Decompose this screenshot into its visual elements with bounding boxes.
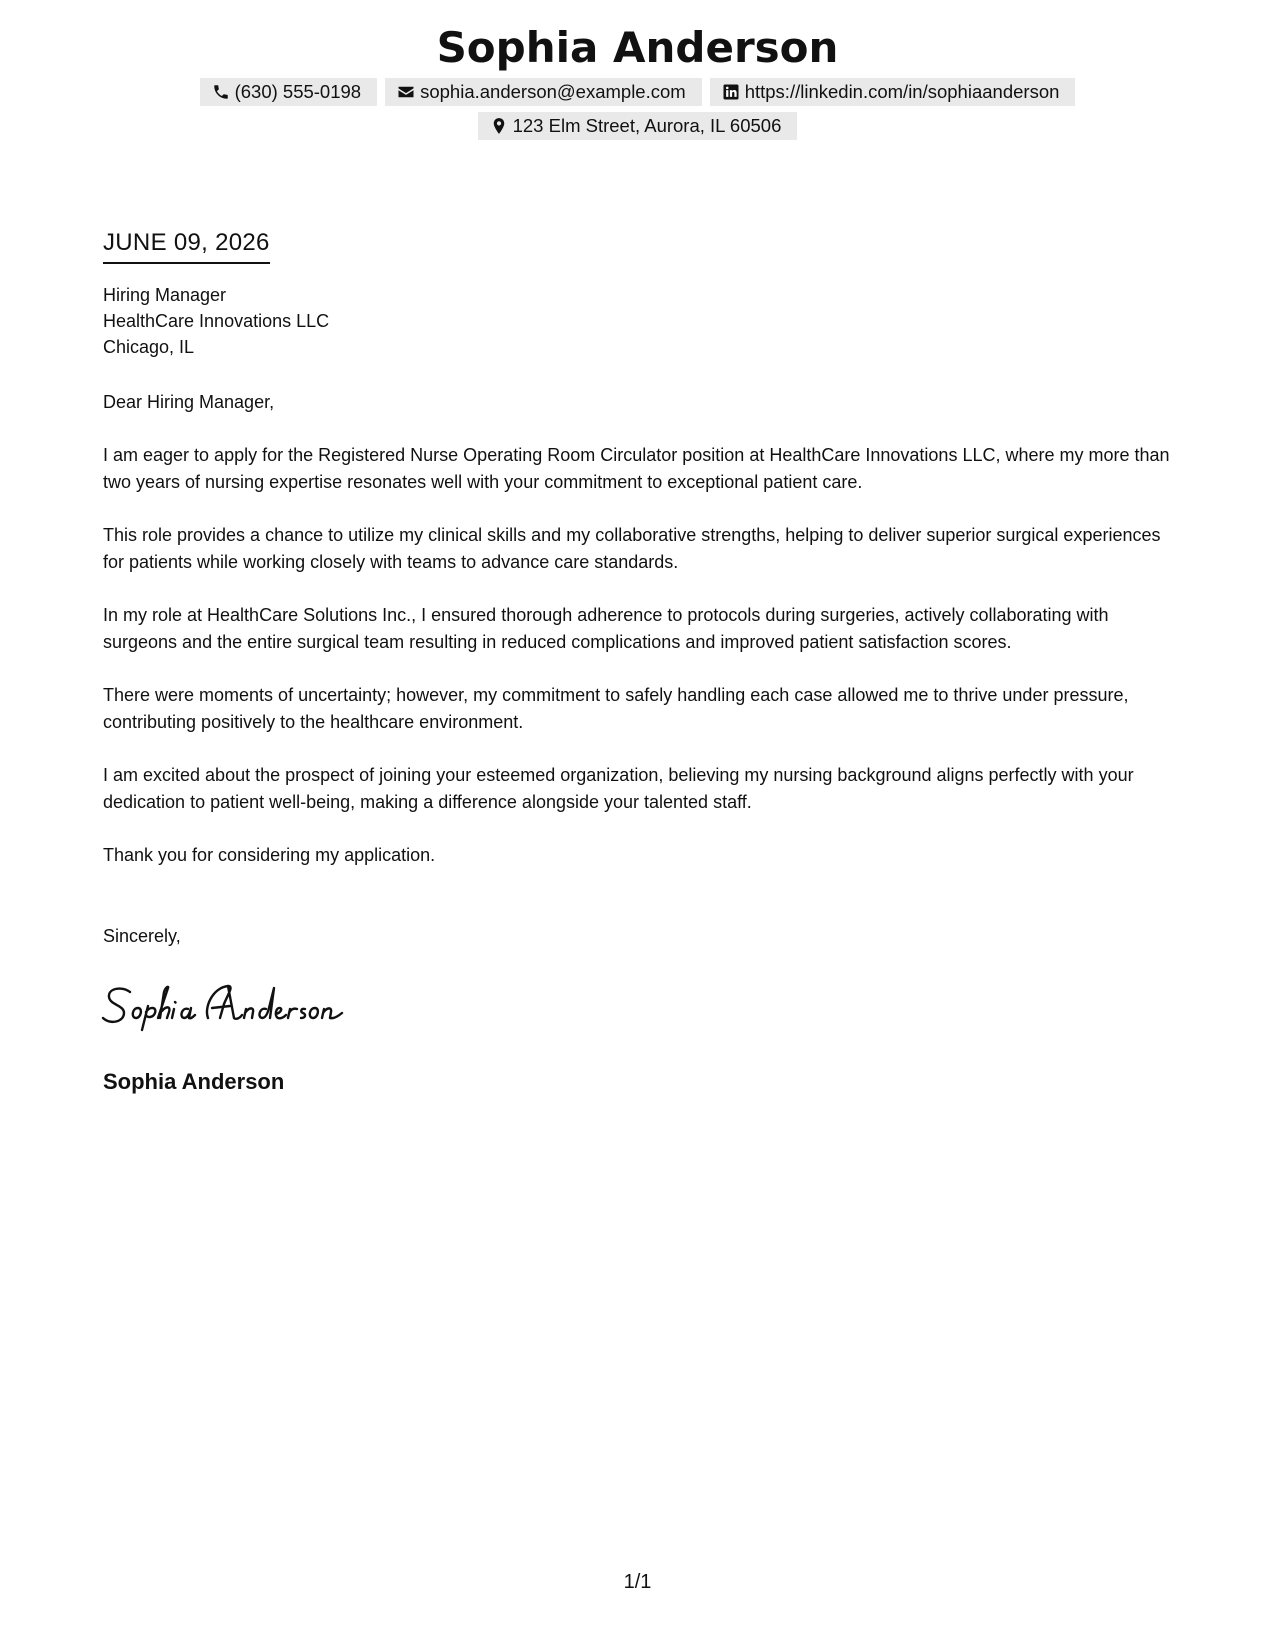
phone-chip [200, 78, 378, 106]
contact-row-1 [0, 78, 1275, 106]
paragraph-3: In my role at HealthCare Solutions Inc., I ensured thorough adherence to protocols during surgeries, actively collaborating with surgeons and the entire surgical team resulting in reduced complications and improved patient satisfaction scores. [103, 605, 1109, 652]
paragraph-6: Thank you for considering my application. [103, 845, 436, 865]
recipient-location: Chicago, IL [103, 337, 195, 357]
contact-row-2 [0, 112, 1275, 140]
linkedin-url: https://linkedin.com/in/sophiaanderson [744, 81, 1060, 102]
recipient-title: Hiring Manager [103, 285, 227, 305]
envelope-icon [397, 83, 415, 101]
email-chip [385, 78, 702, 106]
street-address: 123 Elm Street, Aurora, IL 60506 [512, 115, 782, 136]
phone-number: (630) 555-0198 [234, 81, 362, 102]
closing: Sincerely, [103, 926, 181, 946]
recipient-block [103, 282, 1183, 360]
paragraph-2: This role provides a chance to utilize my clinical skills and my collaborative strengths, helping to deliver superior surgical experiences for patients while working closely with teams to advance care standards. [103, 525, 1161, 572]
page-number: 1/1 [623, 1571, 652, 1593]
letter-header [0, 20, 1275, 140]
salutation: Dear Hiring Manager, [103, 392, 275, 412]
signed-name: Sophia Anderson [103, 1069, 285, 1094]
letter-body [103, 226, 1183, 869]
address-chip [478, 112, 798, 140]
linkedin-chip [710, 78, 1076, 106]
paragraph-1: I am eager to apply for the Registered Nurse Operating Room Circulator position at HealthCare Innovations LLC, where my more than two years of nursing expertise resonates well with your commitment to exceptional patient care. [103, 445, 1170, 492]
paragraph-5: I am excited about the prospect of joining your esteemed organization, believing my nursing background aligns perfectly with your dedication to patient well-being, making a difference alongside your talented staff. [103, 765, 1134, 812]
letter-date: JUNE 09, 2026 [103, 226, 270, 264]
linkedin-icon [722, 83, 740, 101]
handwritten-signature [100, 978, 370, 1034]
applicant-name: Sophia Anderson [436, 23, 839, 72]
recipient-company: HealthCare Innovations LLC [103, 311, 330, 331]
phone-icon [212, 83, 230, 101]
map-pin-icon [490, 117, 508, 135]
email-address: sophia.anderson@example.com [420, 81, 686, 102]
paragraph-4: There were moments of uncertainty; however, my commitment to safely handling each case allowed me to thrive under pressure, contributing positively to the healthcare environment. [103, 685, 1129, 732]
